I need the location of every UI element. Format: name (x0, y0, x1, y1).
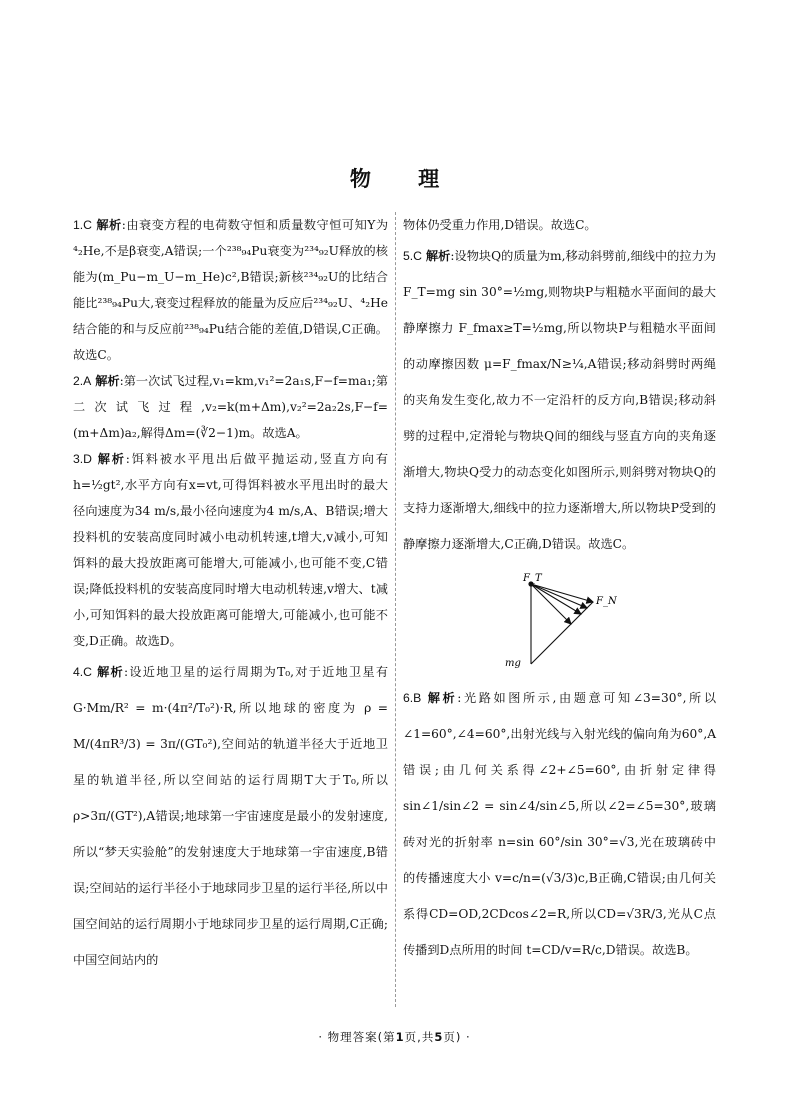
force-triangle-edge (531, 602, 593, 664)
answer-text: 由衰变方程的电荷数守恒和质量数守恒可知Y为⁴₂He,不是β衰变,A错误;一个²³⁸₉₄Pu衰变为²³⁴₉₂U释放的核能为(m_Pu−m_U−m_He)c²,B错误;新核²³⁴₉₂U的比结合能比²³⁸₉₄Pu大,衰变过程释放的能量为反应后²³⁴₉₂U、⁴₂He结合能的和与反应前²³⁸₉₄Pu结合能的差值,D错误,C正确。故选C。 (73, 218, 389, 362)
answer-2: 2.A 解析:第一次试飞过程,v₁=km,v₁²=2a₁s,F−f=ma₁;第二次试飞过程,v₂=k(m+Δm),v₂²=2a₂2s,F−f=(m+Δm)a₂,解得Δm=(∛2−1)m。故选A。 (73, 374, 389, 440)
answer-4-continued (403, 212, 716, 238)
answer-label: 解析 (427, 691, 458, 705)
answer-text: 物体仍受重力作用,D错误。故选C。 (403, 218, 597, 232)
answer-4: 4.C 解析:设近地卫星的运行周期为T₀,对于近地卫星有 G·Mm/R² = m·(4π²/T₀²)·R,所以地球的密度为 ρ = M/(4πR³/3) = 3π/(GT₀²),空间站的轨道半径大于近地卫星的轨道半径,所以空间站的运行周期T大于T₀,所以ρ>3π/(GT²),A错误;地球第一宇宙速度是最小的发射速度,所以“梦天实验舱”的发射速度大于地球第一宇宙速度,B错误;空间站的运行半径小于地球同步卫星的运行半径,所以中国空间站的运行周期小于地球同步卫星的运行周期,C正确;中国空间站内的 (73, 665, 389, 967)
answer-text: 第一次试飞过程,v₁=km,v₁²=2a₁s,F−f=ma₁;第二次试飞过程,v₂=k(m+Δm),v₂²=2a₂2s,F−f=(m+Δm)a₂,解得Δm=(∛2−1)m。故选A。 (73, 374, 389, 440)
answer-text: 设近地卫星的运行周期为T₀,对于近地卫星有 G·Mm/R² = m·(4π²/T₀²)·R,所以地球的密度为 ρ = M/(4πR³/3) = 3π/(GT₀²),空间站的轨道半径大于近地卫星的轨道半径,所以空间站的运行周期T大于T₀,所以ρ>3π/(GT²),A错误;地球第一宇宙速度是最小的发射速度,所以“梦天实验舱”的发射速度大于地球第一宇宙速度,B错误;空间站的运行半径小于地球同步卫星的运行半径,所以中国空间站的运行周期小于地球同步卫星的运行周期,C正确;中国空间站内的 (73, 665, 389, 967)
footer-total-pages: 5 (434, 1030, 444, 1044)
answer-text: 饵料被水平甩出后做平抛运动,竖直方向有h=½gt²,水平方向有x=vt,可得饵料被水平甩出时的最大径向速度为34 m/s,最小径向速度为4 m/s,A、B错误;增大投料机的安装高度同时减小电动机转速,t增大,v减小,可知饵料的最大投放距离可能增大,可能减小,也可能不变,C错误;降低投料机的安装高度同时增大电动机转速,v增大、t减小,可知饵料的最大投放距离可能增大,可能减小,也可能不变,D正确。故选D。 (73, 452, 389, 648)
label-ft: F_T (523, 573, 542, 584)
column-divider (395, 212, 396, 1007)
left-column (73, 212, 388, 978)
answer-label: 解析 (97, 665, 124, 679)
force-diagram (403, 572, 718, 674)
answer-label: 解析 (97, 452, 126, 466)
page-title: 物 理 (349, 167, 460, 191)
label-mg: mg (505, 658, 521, 669)
answer-label: 解析 (95, 374, 120, 388)
answer-number: 2.A (73, 374, 92, 388)
footer-suffix: 页) · (443, 1030, 471, 1044)
label-fn: F_N (596, 596, 617, 607)
answer-5: 5.C 解析:设物块Q的质量为m,移动斜劈前,细线中的拉力为 F_T=mg sin 30°=½mg,则物块P与粗糙水平面间的最大静摩擦力 F_fmax≥T=½mg,所以物块P与粗糙水平面间的动摩擦因数 μ=F_fmax/N≥¼,A错误;移动斜劈时两绳的夹角发生变化,故力不一定沿杆的反方向,B错误;移动斜劈的过程中,定滑轮与物块Q间的细线与竖直方向的夹角逐渐增大,物块Q受力的动态变化如图所示,则斜劈对物块Q的支持力逐渐增大,细线中的拉力逐渐增大,所以物块P受到的静摩擦力逐渐增大,C正确,D错误。故选C。 (403, 249, 717, 551)
right-column (403, 212, 716, 968)
answer-number: 6.B (403, 691, 422, 705)
answer-number: 1.C (73, 218, 92, 232)
answer-6: 6.B 解析:光路如图所示,由题意可知∠3=30°,所以∠1=60°,∠4=60°,出射光线与入射光线的偏向角为60°,A错误;由几何关系得∠2+∠5=60°,由折射定律得 sin∠1/sin∠2 = sin∠4/sin∠5,所以∠2=∠5=30°,玻璃砖对光的折射率 n=sin 60°/sin 30°=√3,光在玻璃砖中的传播速度大小 v=c/n=(√3/3)c,B正确,C错误;由几何关系得CD=OD,2CDcos∠2=R,所以CD=√3R/3,光从C点传播到D点所用的时间 t=CD/v=R/c,D错误。故选B。 (403, 691, 717, 957)
answer-number: 3.D (73, 452, 92, 466)
answer-label: 解析 (425, 249, 451, 263)
page-footer (0, 1029, 789, 1045)
footer-middle: 页,共 (404, 1030, 435, 1044)
answer-number: 5.C (403, 249, 422, 263)
answer-1: 1.C 解析:由衰变方程的电荷数守恒和质量数守恒可知Y为⁴₂He,不是β衰变,A错误;一个²³⁸₉₄Pu衰变为²³⁴₉₂U释放的核能为(m_Pu−m_U−m_He)c²,B错误;新核²³⁴₉₂U的比结合能比²³⁸₉₄Pu大,衰变过程释放的能量为反应后²³⁴₉₂U、⁴₂He结合能的和与反应前²³⁸₉₄Pu结合能的差值,D错误,C正确。故选C。 (73, 218, 389, 362)
footer-page-number: 1 (395, 1030, 405, 1044)
force-diagram-svg (503, 572, 623, 672)
answer-text: 光路如图所示,由题意可知∠3=30°,所以∠1=60°,∠4=60°,出射光线与入射光线的偏向角为60°,A错误;由几何关系得∠2+∠5=60°,由折射定律得 sin∠1/sin∠2 = sin∠4/sin∠5,所以∠2=∠5=30°,玻璃砖对光的折射率 n=sin 60°/sin 30°=√3,光在玻璃砖中的传播速度大小 v=c/n=(√3/3)c,B正确,C错误;由几何关系得CD=OD,2CDcos∠2=R,所以CD=√3R/3,光从C点传播到D点所用的时间 t=CD/v=R/c,D错误。故选B。 (403, 691, 717, 957)
answer-3: 3.D 解析:饵料被水平甩出后做平抛运动,竖直方向有h=½gt²,水平方向有x=vt,可得饵料被水平甩出时的最大径向速度为34 m/s,最小径向速度为4 m/s,A、B错误;增大投料机的安装高度同时减小电动机转速,t增大,v减小,可知饵料的最大投放距离可能增大,可能减小,也可能不变,C错误;降低投料机的安装高度同时增大电动机转速,v增大、t减小,可知饵料的最大投放距离可能增大,可能减小,也可能不变,D正确。故选D。 (73, 452, 389, 648)
answer-text: 设物块Q的质量为m,移动斜劈前,细线中的拉力为 F_T=mg sin 30°=½mg,则物块P与粗糙水平面间的最大静摩擦力 F_fmax≥T=½mg,所以物块P与粗糙水平面间的动摩擦因数 μ=F_fmax/N≥¼,A错误;移动斜劈时两绳的夹角发生变化,故力不一定沿杆的反方向,B错误;移动斜劈的过程中,定滑轮与物块Q间的细线与竖直方向的夹角逐渐增大,物块Q受力的动态变化如图所示,则斜劈对物块Q的支持力逐渐增大,细线中的拉力逐渐增大,所以物块P受到的静摩擦力逐渐增大,C正确,D错误。故选C。 (403, 249, 717, 551)
answer-label: 解析 (96, 218, 122, 232)
answer-number: 4.C (73, 665, 92, 679)
tension-vector-3 (531, 584, 587, 608)
footer-prefix: · 物理答案(第 (318, 1030, 396, 1044)
